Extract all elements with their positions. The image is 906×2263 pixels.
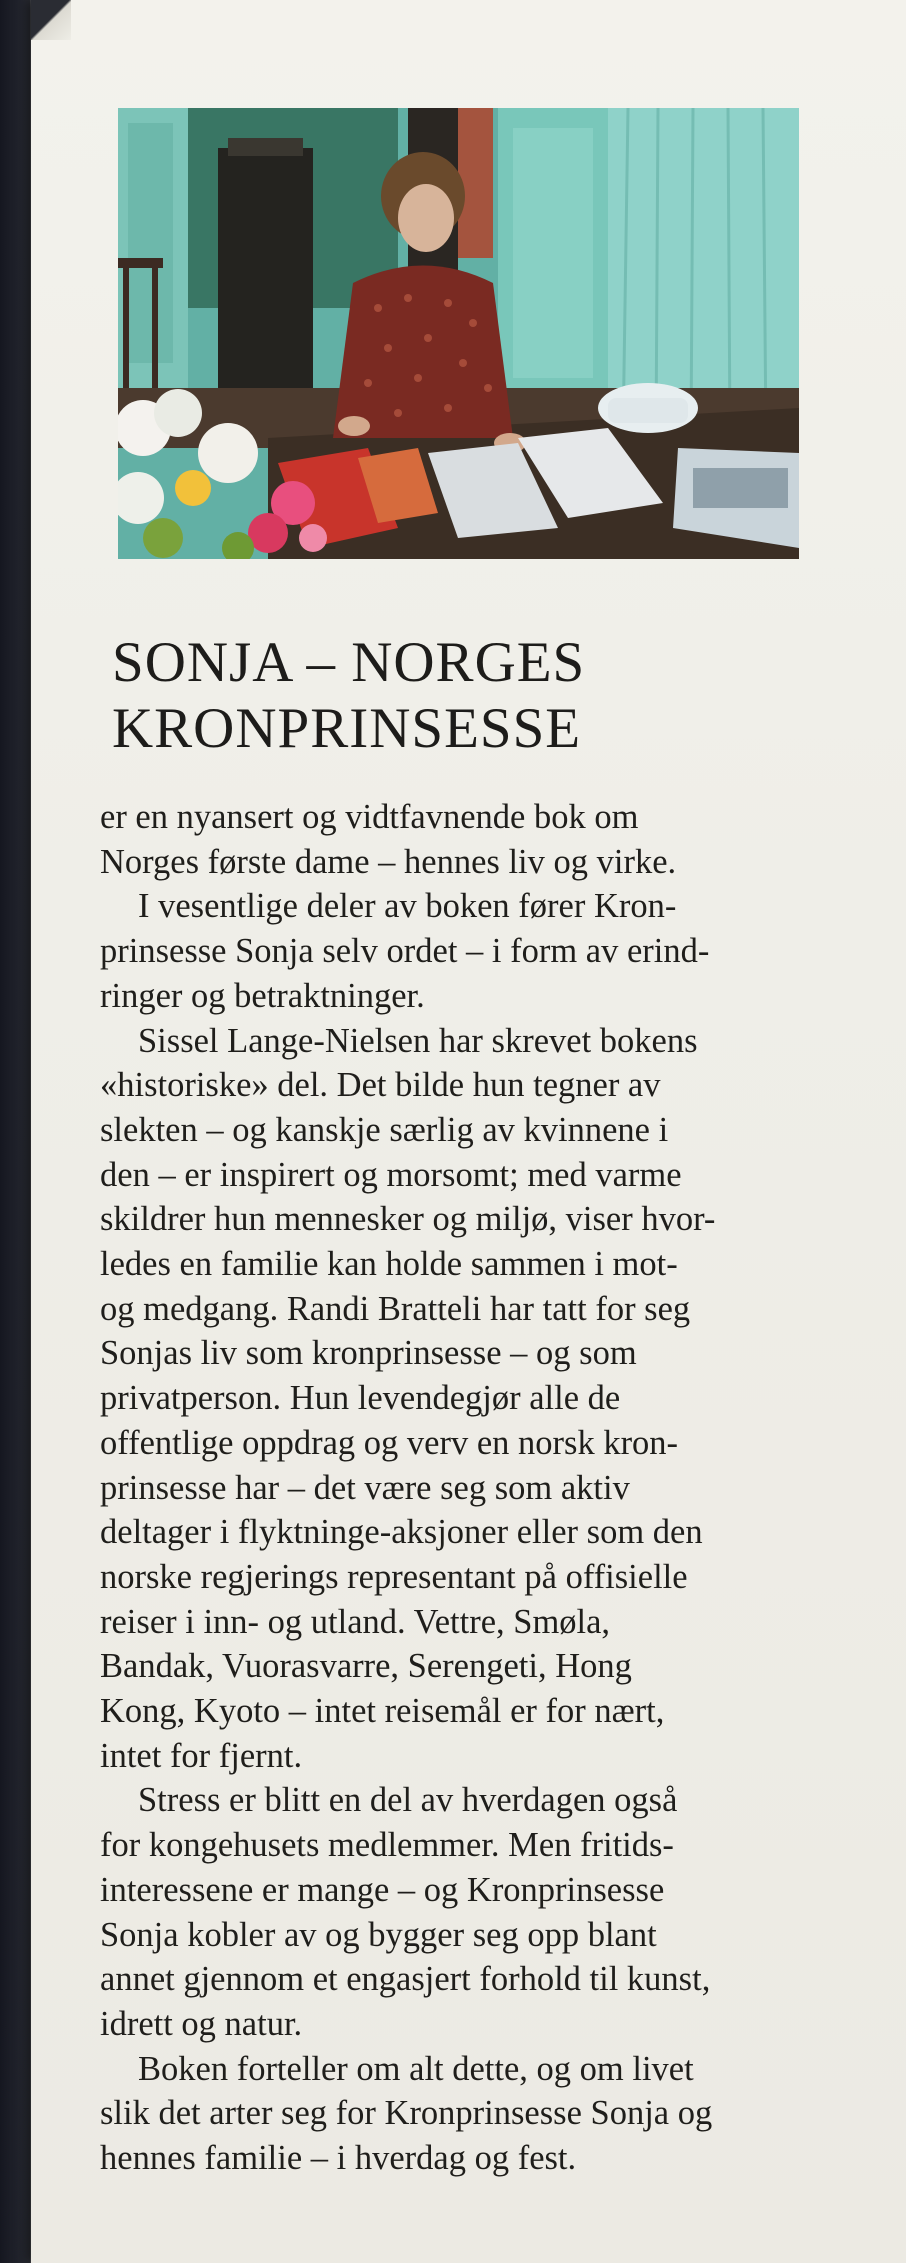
body-line: «historiske» del. Det bilde hun tegner av [100, 1066, 661, 1105]
body-line: og medgang. Randi Bratteli har tatt for seg [100, 1289, 691, 1328]
body-line: reiser i inn- og utland. Vettre, Smøla, [100, 1602, 611, 1641]
body-line: I vesentlige deler av boken fører Kron- [138, 887, 677, 926]
page-corner [31, 0, 71, 40]
photo-woman-at-desk [118, 108, 799, 559]
body-line: Sonja kobler av og bygger seg opp blant [100, 1915, 657, 1954]
body-line: Bandak, Vuorasvarre, Serengeti, Hong [100, 1647, 632, 1686]
body-line: intet for fjernt. [100, 1736, 303, 1775]
body-line: privatperson. Hun levendegjør alle de [100, 1379, 621, 1418]
body-line: Boken forteller om alt dette, og om livet [138, 2049, 694, 2088]
body-line: den – er inspirert og morsomt; med varme [100, 1155, 682, 1194]
body-line: slekten – og kanskje særlig av kvinnene i [100, 1110, 669, 1149]
body-line: slik det arter seg for Kronprinsesse Sonja og [100, 2094, 713, 2133]
title-line-2: KRONPRINSESSE [112, 697, 582, 760]
body-line: Sonjas liv som kronprinsesse – og som [100, 1334, 637, 1373]
body-line: norske regjerings representant på offisielle [100, 1557, 688, 1596]
body-line: Norges første dame – hennes liv og virke. [100, 842, 677, 881]
body-line: Stress er blitt en del av hverdagen også [138, 1781, 678, 1820]
body-line: prinsesse har – det være seg som aktiv [100, 1468, 630, 1507]
body-line: ledes en familie kan holde sammen i mot- [100, 1245, 678, 1284]
body-line: prinsesse Sonja selv ordet – i form av erind- [100, 932, 710, 971]
body-line: idrett og natur. [100, 2004, 303, 2043]
body-line: interessene er mange – og Kronprinsesse [100, 1870, 665, 1909]
body-line: deltager i flyktninge-aksjoner eller som den [100, 1513, 703, 1552]
title-line-1: SONJA – NORGES [112, 631, 586, 694]
body-line: skildrer hun mennesker og miljø, viser hvor- [100, 1200, 716, 1239]
body-line: annet gjennom et engasjert forhold til kunst, [100, 1960, 711, 1999]
body-line: Kong, Kyoto – intet reisemål er for nært, [100, 1692, 665, 1731]
body-line: offentlige oppdrag og verv en norsk kron- [100, 1423, 679, 1462]
book-description [100, 795, 840, 2181]
body-line: er en nyansert og vidtfavnende bok om [100, 798, 639, 836]
body-line: ringer og betraktninger. [100, 976, 425, 1015]
book-title [112, 630, 832, 762]
body-line: Sissel Lange-Nielsen har skrevet bokens [138, 1021, 698, 1060]
body-line: hennes familie – i hverdag og fest. [100, 2139, 577, 2178]
body-line: for kongehusets medlemmer. Men fritids- [100, 1826, 674, 1865]
